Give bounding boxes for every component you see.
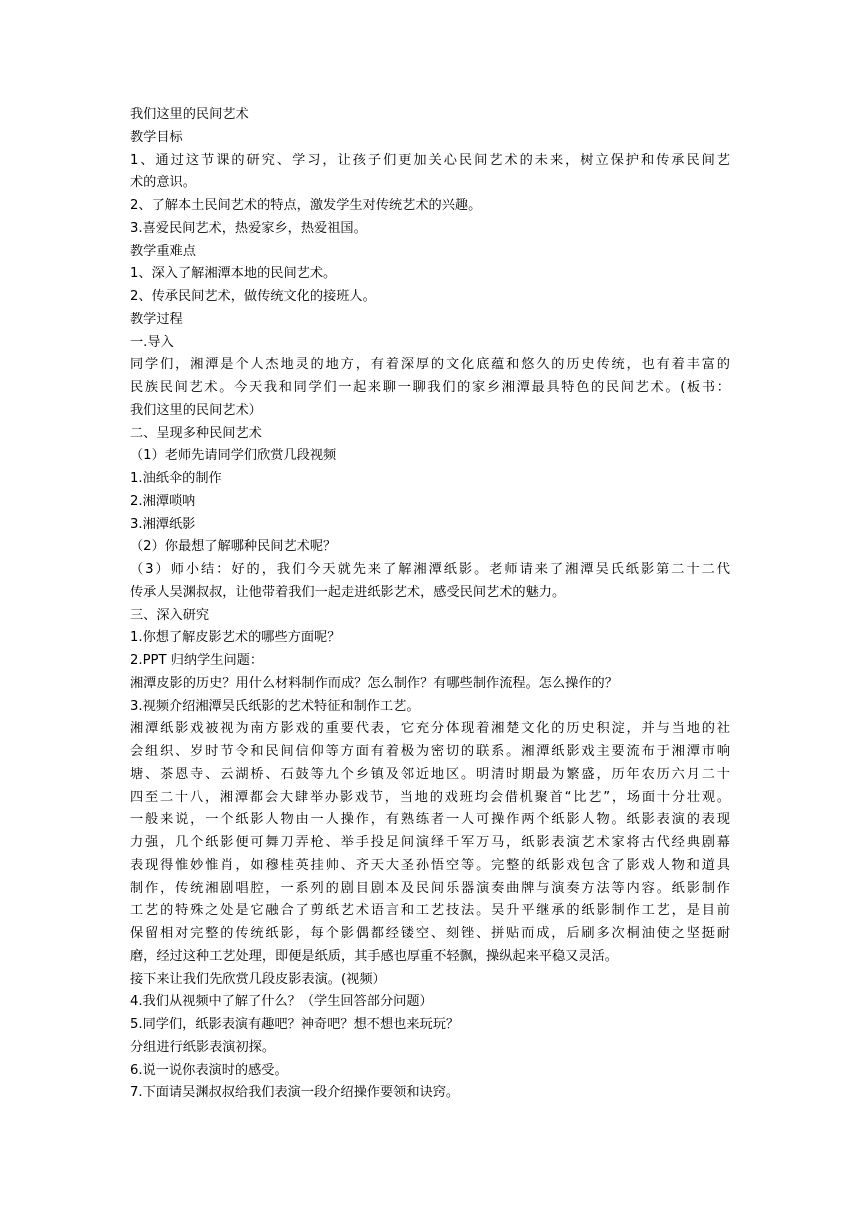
document-line: 术的意识。: [130, 175, 196, 191]
document-line: 塘、茶恩寺、云湖桥、石鼓等九个乡镇及邻近地区。明清时期最为繁盛，历年农历六月二十: [130, 766, 730, 782]
document-line: 二、呈现多种民间艺术: [130, 425, 262, 441]
document-line: 制作，传统湘剧唱腔，一系列的剧目剧本及民间乐器演奏曲牌与演奏方法等内容。纸影制作: [130, 880, 730, 896]
document-line: 工艺的特殊之处是它融合了剪纸艺术语言和工艺技法。吴升平继承的纸影制作工艺，是目前: [130, 903, 730, 919]
document-line: 1.油纸伞的制作: [130, 471, 222, 486]
document-line: 湘潭皮影的历史？用什么材料制作而成？怎么制作？有哪些制作流程。怎么操作的？: [130, 675, 618, 691]
document-line: 教学目标: [130, 129, 183, 145]
document-line: 一般来说，一个纸影人物由一人操作，有熟练者一人可操作两个纸影人物。纸影表演的表现: [130, 812, 730, 828]
document-line: 民族民间艺术。今天我和同学们一起来聊一聊我们的家乡湘潭最具特色的民间艺术。(板书：: [130, 380, 730, 395]
document-line: 2、传承民间艺术，做传统文化的接班人。: [130, 289, 376, 304]
document-line: 3.视频介绍湘潭吴氏纸影的艺术特征和制作工艺。: [130, 698, 420, 714]
document-line: 1、通过这节课的研究、学习，让孩子们更加关心民间艺术的未来，树立保护和传承民间艺: [130, 152, 730, 168]
document-line: 会组织、岁时节令和民间信仰等方面有着极为密切的联系。湘潭纸影戏主要流布于湘潭市响: [130, 744, 730, 759]
document-line: 接下来让我们先欣赏几段皮影表演。(视频）: [130, 971, 386, 987]
document-line: 1.你想了解皮影艺术的哪些方面呢？: [130, 630, 341, 646]
document-line: 三、深入研究: [130, 607, 210, 623]
document-line: 分组进行纸影表演初探。: [130, 1039, 276, 1055]
document-line: 4.我们从视频中了解了什么？（学生回答部分问题）: [130, 994, 433, 1010]
document-line: 我们这里的民间艺术）: [130, 402, 262, 418]
document-line: 2、了解本土民间艺术的特点，激发学生对传统艺术的兴趣。: [130, 198, 482, 213]
document-line: 表现得惟妙惟肖，如穆桂英挂帅、齐天大圣孙悟空等。完整的纸影戏包含了影戏人物和道具: [130, 857, 730, 873]
document-line: 四至二十八，湘潭都会大肆举办影戏节，当地的戏班均会借机聚首“比艺”，场面十分壮观。: [130, 789, 730, 805]
document-line: 传承人吴渊叔叔，让他带着我们一起走进纸影艺术，感受民间艺术的魅力。: [130, 584, 566, 600]
document-line: （2）你最想了解哪种民间艺术呢？: [130, 539, 337, 555]
document-body: [130, 104, 730, 1105]
document-line: 6.说一说你表演时的感受。: [130, 1062, 288, 1078]
document-line: 3.喜爱民间艺术，热爱家乡，热爱祖国。: [130, 220, 367, 236]
document-line: 湘潭纸影戏被视为南方影戏的重要代表，它充分体现着湘楚文化的历史积淀，并与当地的社: [130, 721, 730, 737]
document-line: 教学过程: [130, 311, 183, 327]
document-line: 7.下面请吴渊叔叔给我们表演一段介绍操作要领和诀窍。: [130, 1085, 460, 1101]
document-line: 一.导入: [130, 334, 174, 350]
document-line: 3.湘潭纸影: [130, 516, 196, 532]
document-line: （3）师小结：好的，我们今天就先来了解湘潭纸影。老师请来了湘潭吴氏纸影第二十二代: [130, 562, 730, 577]
document-line: 同学们，湘潭是个人杰地灵的地方，有着深厚的文化底蕴和悠久的历史传统，也有着丰富的: [130, 357, 730, 373]
document-line: 磨，经过这种工艺处理，即便是纸质，其手感也厚重不轻飘，操纵起来平稳又灵活。: [130, 948, 618, 964]
document-line: 力强，几个纸影便可舞刀弄枪、举手投足间演绎千军万马，纸影表演艺术家将古代经典剧幕: [130, 835, 730, 850]
document-line: 2.PPT 归纳学生问题：: [130, 653, 264, 668]
document-line: 我们这里的民间艺术: [130, 107, 249, 122]
document-line: 教学重难点: [130, 243, 196, 259]
document-line: （1）老师先请同学们欣赏几段视频: [130, 448, 337, 464]
document-line: 5.同学们，纸影表演有趣吧？神奇吧？想不想也来玩玩？: [130, 1017, 460, 1032]
document-line: 保留相对完整的传统纸影，每个影偶都经镂空、刻锉、拼贴而成，后刷多次桐油使之坚挺耐: [130, 926, 730, 941]
document-line: 2.湘潭唢呐: [130, 493, 196, 509]
document-line: 1、深入了解湘潭本地的民间艺术。: [130, 266, 337, 282]
